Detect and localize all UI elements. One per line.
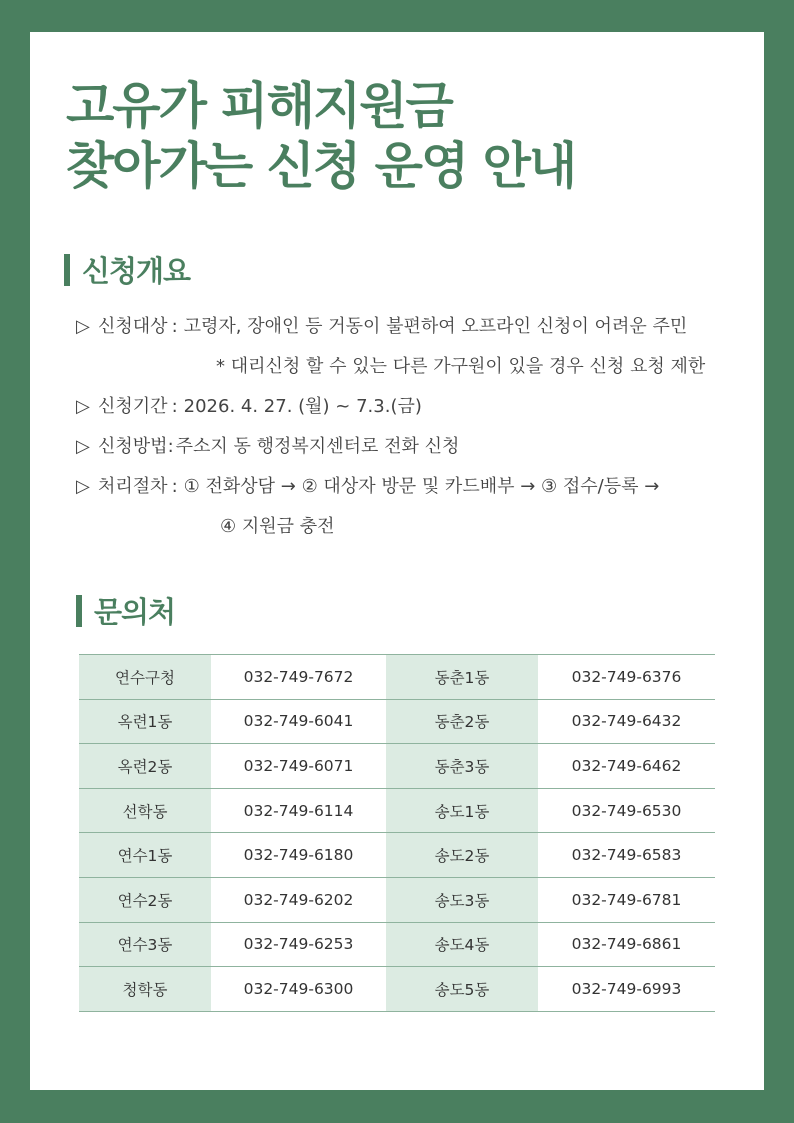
overview-item: ▷ 신청방법 : 주소지 동 행정복지센터로 전화 신청 xyxy=(76,432,459,458)
phone-cell: 032-749-6071 xyxy=(211,744,386,789)
page-title xyxy=(66,76,575,196)
overview-item: ▷ 신청대상 : 고령자, 장애인 등 거동이 불편하여 오프라인 신청이 어려운 주민 xyxy=(76,312,687,338)
table-row xyxy=(79,655,715,700)
phone-cell: 032-749-6462 xyxy=(538,744,715,789)
dept-cell: 청학동 xyxy=(79,967,211,1012)
dept-cell: 연수3동 xyxy=(79,922,211,967)
dept-cell: 송도3동 xyxy=(386,877,538,922)
triangle-marker-icon: ▷ xyxy=(76,476,90,497)
dept-cell: 동춘3동 xyxy=(386,744,538,789)
table-row xyxy=(79,967,715,1012)
triangle-marker-icon: ▷ xyxy=(76,396,90,417)
dept-cell: 선학동 xyxy=(79,788,211,833)
triangle-marker-icon: ▷ xyxy=(76,436,90,457)
phone-cell: 032-749-6253 xyxy=(211,922,386,967)
dept-cell: 옥련1동 xyxy=(79,699,211,744)
title-line-1: 고유가 피해지원금 xyxy=(66,77,452,135)
phone-cell: 032-749-6432 xyxy=(538,699,715,744)
dept-cell: 연수구청 xyxy=(79,655,211,700)
dept-cell: 송도2동 xyxy=(386,833,538,878)
item-value: ① 전화상담 → ② 대상자 방문 및 카드배부 → ③ 접수/등록 → xyxy=(183,476,660,497)
contacts-heading-text: 문의처 xyxy=(94,595,176,629)
phone-cell: 032-749-6993 xyxy=(538,967,715,1012)
item-label: 신청방법 xyxy=(98,436,168,457)
item-value: 2026. 4. 27. (월) ~ 7.3.(금) xyxy=(183,396,422,417)
item-label: 신청기간 xyxy=(98,396,168,417)
phone-cell: 032-749-6376 xyxy=(538,655,715,700)
item-value: 주소지 동 행정복지센터로 전화 신청 xyxy=(175,436,460,457)
overview-heading-text: 신청개요 xyxy=(82,254,191,288)
overview-note: * 대리신청 할 수 있는 다른 가구원이 있을 경우 신청 요청 제한 xyxy=(216,356,706,377)
dept-cell: 옥련2동 xyxy=(79,744,211,789)
phone-cell: 032-749-6861 xyxy=(538,922,715,967)
item-label: 신청대상 xyxy=(98,316,168,337)
dept-cell: 송도4동 xyxy=(386,922,538,967)
table-row xyxy=(79,922,715,967)
item-value: 고령자, 장애인 등 거동이 불편하여 오프라인 신청이 어려운 주민 xyxy=(183,316,688,337)
phone-cell: 032-749-6202 xyxy=(211,877,386,922)
table-row xyxy=(79,699,715,744)
document-page xyxy=(30,32,764,1090)
heading-bar xyxy=(64,254,70,286)
phone-cell: 032-749-6583 xyxy=(538,833,715,878)
dept-cell: 동춘2동 xyxy=(386,699,538,744)
table-row xyxy=(79,833,715,878)
contacts-table xyxy=(79,654,715,1012)
contacts-heading xyxy=(76,590,175,631)
overview-item: ▷ 처리절차 : ① 전화상담 → ② 대상자 방문 및 카드배부 → ③ 접수/등록 → xyxy=(76,472,659,498)
phone-cell: 032-749-6300 xyxy=(211,967,386,1012)
overview-item: ▷ 신청기간 : 2026. 4. 27. (월) ~ 7.3.(금) xyxy=(76,392,422,418)
dept-cell: 송도5동 xyxy=(386,967,538,1012)
phone-cell: 032-749-6180 xyxy=(211,833,386,878)
table-row xyxy=(79,744,715,789)
triangle-marker-icon: ▷ xyxy=(76,316,90,337)
dept-cell: 연수1동 xyxy=(79,833,211,878)
dept-cell: 동춘1동 xyxy=(386,655,538,700)
dept-cell: 송도1동 xyxy=(386,788,538,833)
phone-cell: 032-749-6530 xyxy=(538,788,715,833)
title-line-2: 찾아가는 신청 운영 안내 xyxy=(66,137,576,195)
dept-cell: 연수2동 xyxy=(79,877,211,922)
phone-cell: 032-749-6781 xyxy=(538,877,715,922)
table-row xyxy=(79,788,715,833)
heading-bar xyxy=(76,595,82,627)
procedure-continuation: ④ 지원금 충전 xyxy=(220,516,335,537)
overview-heading xyxy=(64,249,190,290)
table-row xyxy=(79,877,715,922)
phone-cell: 032-749-6041 xyxy=(211,699,386,744)
phone-cell: 032-749-7672 xyxy=(211,655,386,700)
item-label: 처리절차 xyxy=(98,476,168,497)
phone-cell: 032-749-6114 xyxy=(211,788,386,833)
